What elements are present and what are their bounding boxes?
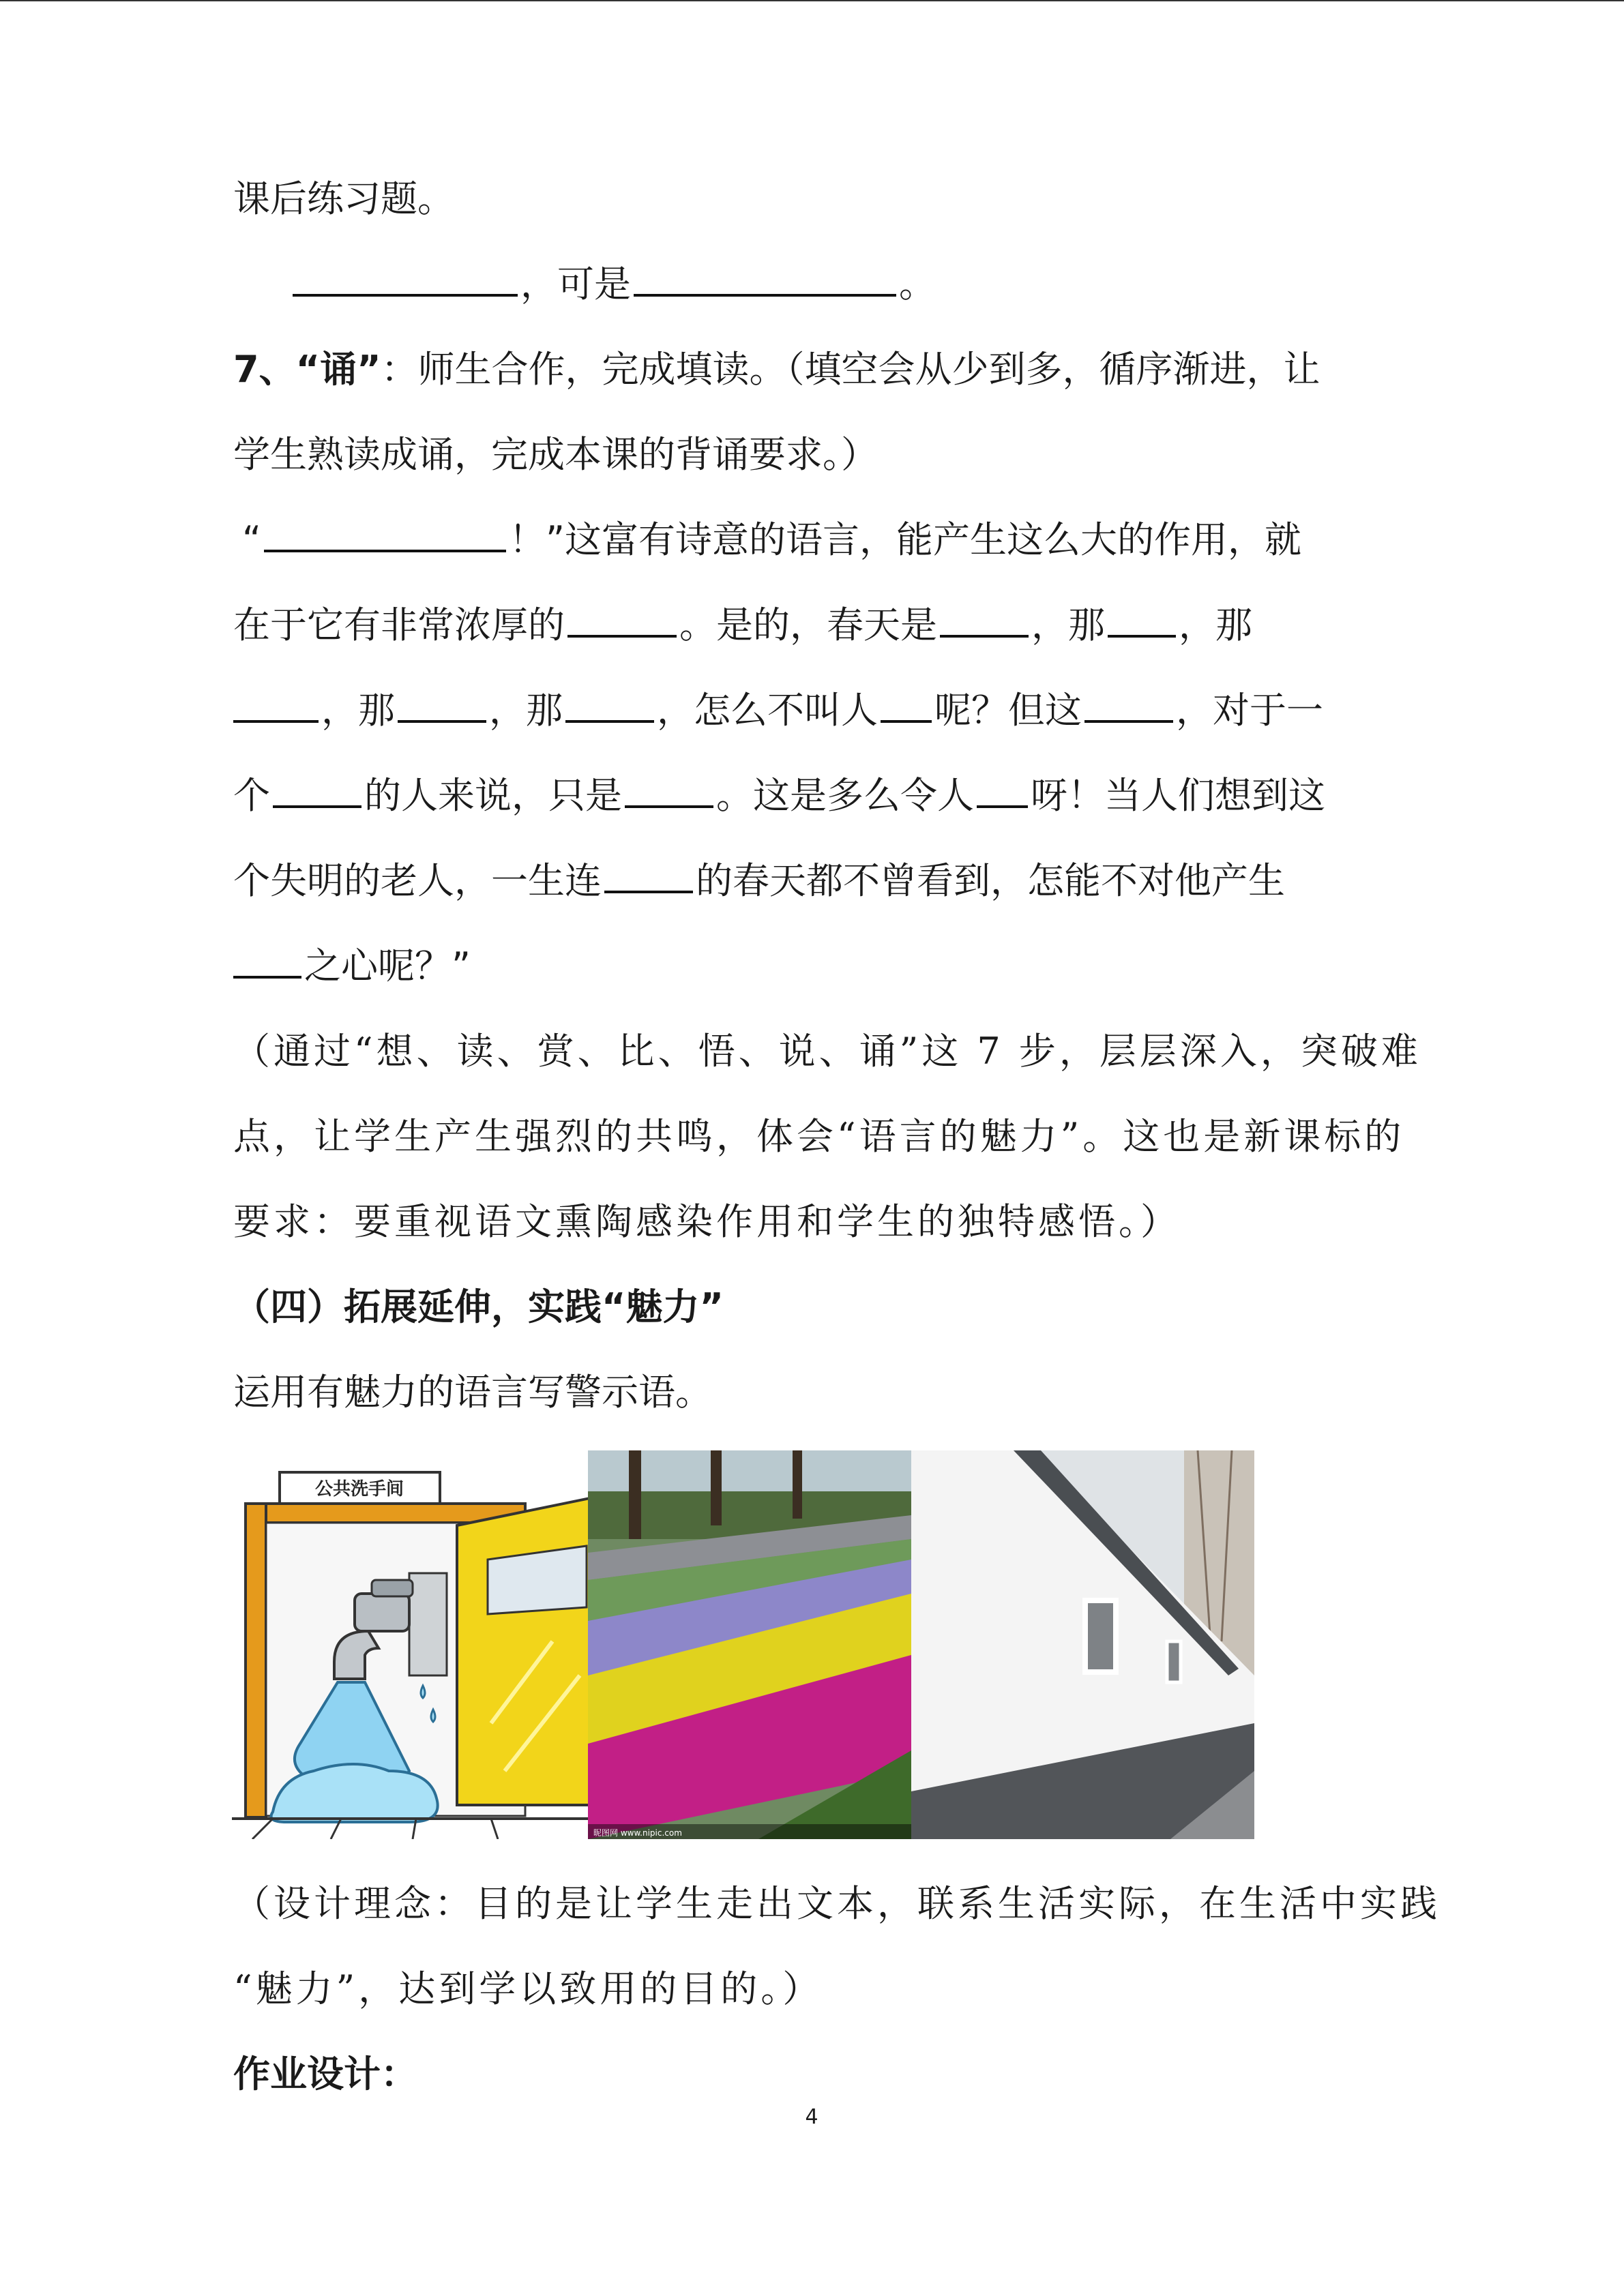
blank[interactable]	[1108, 602, 1176, 638]
section-heading: 作业设计：	[233, 2053, 417, 2096]
fill-line: ，可是 。	[290, 260, 1449, 308]
blank[interactable]	[940, 602, 1029, 638]
fill-line: 在于它有非常浓厚的 。是的，春天是 ，那 ，那	[233, 603, 1252, 646]
step-heading: 7、“诵”：师生合作，完成填读。（填空会从少到多，循序渐进，让	[233, 348, 1320, 391]
blank[interactable]	[1084, 687, 1173, 723]
blank[interactable]	[625, 773, 713, 808]
blank[interactable]	[604, 858, 693, 893]
blank[interactable]	[881, 687, 932, 723]
note-line: （设计理念：目的是让学生走出文本，联系生活实际，在生活中实践	[233, 1882, 1441, 1925]
fill-line: 个失明的老人，一生连 的春天都不曾看到，怎能不对他产生	[233, 859, 1285, 902]
text-line: 运用有魅力的语言写警示语。	[233, 1371, 712, 1414]
blank[interactable]	[233, 943, 301, 979]
note-line: （通过“想、读、赏、比、悟、说、诵”这 7 步，层层深入，突破难	[233, 1030, 1421, 1073]
washroom-faucet-illustration	[232, 1450, 590, 1839]
fill-line: “ ！”这富有诗意的语言，能产生这么大的作用，就	[242, 518, 1301, 561]
blank[interactable]	[264, 517, 506, 552]
blank[interactable]	[273, 773, 361, 808]
flower-bed-photo	[588, 1450, 911, 1839]
note-line: “魅力”，达到学以致用的目的。）	[233, 1967, 823, 2010]
blank[interactable]	[233, 687, 319, 723]
page-number: 4	[805, 2105, 818, 2129]
section-heading: （四）拓展延伸，实践“魅力”	[233, 1285, 724, 1328]
white-wall-image	[911, 1450, 1254, 1839]
flower-bed-image	[588, 1450, 911, 1839]
blank[interactable]	[293, 261, 518, 297]
white-wall-photo	[911, 1450, 1254, 1839]
blank[interactable]	[634, 261, 896, 297]
blank[interactable]	[567, 602, 677, 638]
washroom-sign-text: 公共洗手间	[314, 1479, 404, 1500]
fill-line: ，那 ，那 ，怎么不叫人 呢？但这 ，对于一	[233, 687, 1393, 734]
blank[interactable]	[565, 687, 654, 723]
note-line: 点，让学生产生强烈的共鸣，体会“语言的魅力”。这也是新课标的	[233, 1115, 1405, 1158]
note-line: 要求：要重视语文熏陶感染作用和学生的独特感悟。）	[233, 1200, 1181, 1243]
text-line: 课后练习题。	[233, 177, 454, 220]
washroom-faucet-image	[232, 1450, 590, 1839]
text-line: 学生熟读成诵，完成本课的背诵要求。）	[233, 433, 878, 476]
blank[interactable]	[977, 773, 1028, 808]
blank[interactable]	[398, 687, 486, 723]
fill-line: 之心呢？”	[233, 942, 1393, 990]
fill-line: 个 的人来说，只是 。这是多么令人 呀！当人们想到这	[233, 774, 1325, 817]
image-watermark: 昵图网 www.nipic.com	[593, 1828, 682, 1838]
